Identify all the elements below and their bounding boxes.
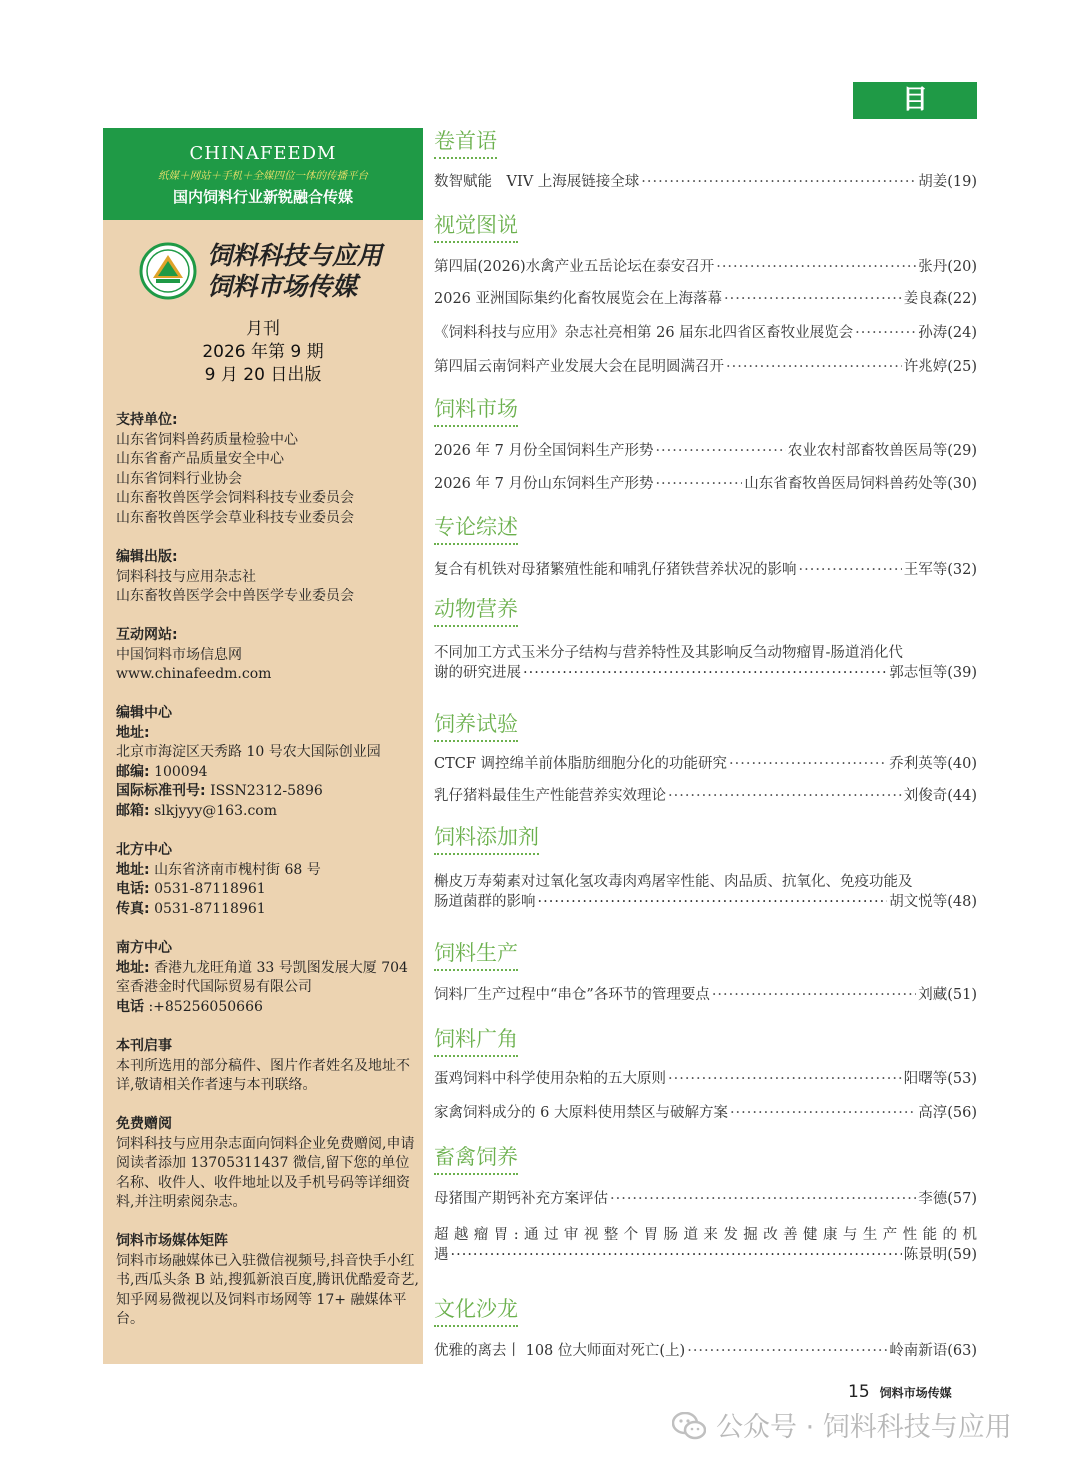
north-fax: 0531-87118961	[154, 900, 266, 917]
publisher	[116, 548, 421, 607]
toc-category: 专论综述	[434, 514, 518, 545]
toc-category: 饲料广角	[434, 1026, 518, 1057]
entry-title: 优雅的离去丨 108 位大师面对死亡(上)	[434, 1343, 686, 1359]
south-address: 香港九龙旺角道 33 号凯图发展大厦 704 室香港金时代国际贸易有限公司	[116, 959, 408, 995]
north-tel: 0531-87118961	[154, 881, 266, 897]
watermark-text: 公众号 · 饲料科技与应用	[716, 1412, 1012, 1443]
leader-dots	[655, 474, 742, 494]
south-addr-label: 地址:	[116, 959, 150, 976]
edit-email-label: 邮箱:	[116, 802, 150, 819]
issue-info	[103, 318, 423, 387]
journal-logo-icon	[139, 242, 197, 300]
toc-entry[interactable]	[434, 1069, 977, 1089]
support-unit: 山东畜牧兽医学会草业科技专业委员会	[116, 509, 354, 526]
toc-entry[interactable]	[434, 985, 977, 1005]
entry-author: 孙涛(24)	[918, 325, 977, 341]
publish-title: 编辑出版:	[116, 549, 178, 565]
page-footer	[848, 1382, 952, 1402]
south-tel: :+85256050666	[148, 998, 263, 1015]
entry-title: 2026 亚洲国际集约化畜牧展览会在上海落幕	[434, 291, 723, 307]
entry-author: 李德(57)	[918, 1191, 977, 1207]
support-unit: 山东省饲料行业协会	[116, 470, 242, 487]
toc-category: 卷首语	[434, 128, 497, 159]
free-title: 免费赠阅	[116, 1116, 172, 1132]
edit-center	[116, 704, 421, 821]
edit-title: 编辑中心	[116, 705, 172, 721]
masthead-title	[207, 240, 382, 302]
leader-dots	[799, 560, 902, 580]
support-unit: 山东省畜产品质量安全中心	[116, 451, 284, 467]
matrix-title: 饲料市场媒体矩阵	[116, 1233, 228, 1249]
north-title: 北方中心	[116, 842, 172, 858]
entry-title: 2026 年 7 月份山东饲料生产形势	[434, 476, 654, 492]
leader-dots	[610, 1189, 916, 1209]
leader-dots	[668, 1069, 902, 1089]
entry-author: 乔利英等(40)	[889, 756, 977, 772]
entry-title: 母猪围产期钙补充方案评估	[434, 1191, 608, 1207]
wechat-watermark	[672, 1405, 1012, 1444]
toc-category: 饲料添加剂	[434, 824, 539, 855]
support-title: 支持单位:	[116, 412, 178, 428]
toc-entry[interactable]	[434, 289, 977, 309]
sidebar-header	[103, 128, 423, 220]
entry-author: 张丹(20)	[918, 259, 977, 275]
tagline: 国内饲料行业新锐融合传媒	[172, 188, 353, 206]
entry-author: 陈景明(59)	[903, 1247, 977, 1263]
entry-title: 2026 年 7 月份全国饲料生产形势	[434, 443, 654, 459]
entry-author: 高淳(56)	[918, 1105, 977, 1121]
issue-date: 9 月 20 日出版	[204, 365, 322, 385]
entry-title: 乳仔猪料最佳生产性能营养实效理论	[434, 788, 666, 804]
entry-title: 《饲料科技与应用》杂志社亮相第 26 届东北四省区畜牧业展览会	[434, 325, 854, 341]
issue-frequency: 月刊	[246, 319, 280, 339]
entry-title-line1: 不同加工方式玉米分子结构与营养特性及其影响反刍动物瘤胃-肠道消化代	[434, 645, 903, 661]
edit-zip-label: 邮编:	[116, 763, 150, 780]
toc-entry[interactable]	[434, 1189, 977, 1209]
toc-entry[interactable]	[434, 643, 977, 683]
toc-category: 饲养试验	[434, 711, 518, 742]
entry-title: 第四届(2026)水禽产业五岳论坛在泰安召开	[434, 259, 715, 275]
notice	[116, 1037, 421, 1096]
footer-publication: 饲料市场传媒	[879, 1386, 952, 1400]
edit-issn-label: 国际标准刊号:	[116, 783, 206, 799]
leader-dots	[712, 985, 916, 1005]
page-number: 15	[848, 1382, 870, 1402]
toc-entry[interactable]	[434, 172, 977, 192]
north-tel-label: 电话:	[116, 881, 150, 897]
entry-title-line1: 槲皮万寿菊素对过氧化氢攻毒肉鸡屠宰性能、肉品质、抗氧化、免疫功能及	[434, 874, 913, 890]
masthead-title-2: 饲料市场传媒	[207, 272, 358, 301]
masthead	[139, 240, 399, 304]
toc-entry[interactable]	[434, 1341, 977, 1361]
entry-author: 刘俊奇(44)	[903, 788, 977, 804]
toc-category: 动物营养	[434, 596, 518, 627]
media-matrix	[116, 1232, 421, 1330]
entry-author: 许兆婷(25)	[903, 359, 977, 375]
edit-address: 北京市海淀区天秀路 10 号农大国际创业园	[116, 744, 381, 760]
leader-dots	[655, 441, 785, 461]
entry-title-line1: 超越瘤胃:通过审视整个胃肠道来发掘改善健康与生产性能的机	[434, 1227, 977, 1243]
leader-dots	[729, 754, 887, 774]
toc-entry[interactable]	[434, 754, 977, 774]
notice-text: 本刊所选用的部分稿件、图片作者姓名及地址不详,敬请相关作者速与本刊联络。	[116, 1057, 410, 1093]
toc-category: 饲料市场	[434, 396, 518, 427]
info-sidebar	[103, 128, 423, 1364]
leader-dots	[716, 257, 916, 277]
leader-dots	[538, 892, 888, 912]
entry-author: 胡姜(19)	[918, 174, 977, 190]
notice-title: 本刊启事	[116, 1038, 172, 1054]
toc-entry[interactable]	[434, 560, 977, 580]
edit-zip: 100094	[154, 763, 208, 780]
leader-dots	[687, 1341, 887, 1361]
leader-dots	[724, 289, 902, 309]
leader-dots	[451, 1245, 902, 1265]
free-text: 饲料科技与应用杂志面向饲料企业免费赠阅,申请阅读者添加 13705311437 微信,留下您的单位名称、收件人、收件地址以及手机号码等详细资料,并注明索阅杂志。	[116, 1135, 415, 1210]
leader-dots	[855, 323, 916, 343]
website	[116, 626, 421, 685]
entry-title: 数智赋能 VIV 上海展链接全球	[434, 174, 640, 190]
toc-entry[interactable]	[434, 323, 977, 343]
entry-title: CTCF 调控绵羊前体脂肪细胞分化的功能研究	[434, 756, 728, 772]
toc-entry[interactable]	[434, 1103, 977, 1123]
support-units	[116, 411, 421, 528]
issue-number: 2026 年第 9 期	[202, 342, 324, 362]
south-center	[116, 939, 421, 1017]
north-addr-label: 地址:	[116, 861, 150, 878]
entry-author: 刘藏(51)	[918, 987, 977, 1003]
entry-title-line2: 肠道菌群的影响	[434, 894, 536, 910]
toc-category: 文化沙龙	[434, 1296, 518, 1327]
web-name: 中国饲料市场信息网	[116, 646, 242, 663]
publisher-name: 饲料科技与应用杂志社	[116, 568, 256, 585]
free-subscription	[116, 1115, 421, 1213]
toc-entry[interactable]	[434, 1225, 977, 1265]
brand-name: CHINAFEEDM	[189, 143, 337, 164]
publisher-name: 山东畜牧兽医学会中兽医学专业委员会	[116, 588, 354, 604]
entry-title: 蛋鸡饲料中科学使用杂粕的五大原则	[434, 1071, 666, 1087]
entry-title-line2: 谢的研究进展	[434, 665, 521, 681]
matrix-text: 饲料市场融媒体已入驻微信视频号,抖音快手小红书,西瓜头条 B 站,搜狐新浪百度,腾讯优酷爱奇艺,知乎网易微视以及饲料市场网等 17+ 融媒体平台。	[116, 1252, 419, 1327]
leader-dots	[523, 663, 887, 683]
entry-title: 第四届云南饲料产业发展大会在昆明圆满召开	[434, 359, 724, 375]
toc-category: 饲料生产	[434, 940, 518, 971]
entry-title-line2: 遇	[434, 1247, 449, 1263]
south-tel-label: 电话	[116, 998, 144, 1015]
leader-dots	[726, 357, 902, 377]
entry-author: 农业农村部畜牧兽医局等(29)	[787, 443, 977, 459]
edit-issn: ISSN2312-5896	[210, 783, 323, 799]
masthead-title-1: 饲料科技与应用	[207, 241, 383, 270]
toc-entry[interactable]	[434, 786, 977, 806]
north-fax-label: 传真:	[116, 900, 150, 917]
toc-entry[interactable]	[434, 257, 977, 277]
leader-dots	[730, 1103, 916, 1123]
slogan: 纸媒＋网站＋手机＋全媒四位一体的传播平台	[158, 170, 368, 182]
web-title: 互动网站:	[116, 627, 178, 643]
support-unit: 山东畜牧兽医学会饲料科技专业委员会	[116, 490, 354, 506]
leader-dots	[668, 786, 902, 806]
edit-email[interactable]: slkjyyy@163.com	[154, 802, 277, 819]
entry-author: 王军等(32)	[903, 562, 977, 578]
entry-author: 阳曙等(53)	[903, 1071, 977, 1087]
toc-badge: 目 录	[853, 82, 977, 119]
support-unit: 山东省饲料兽药质量检验中心	[116, 431, 298, 448]
south-title: 南方中心	[116, 940, 172, 956]
entry-author: 郭志恒等(39)	[889, 665, 977, 681]
toc-entry[interactable]	[434, 441, 977, 461]
wechat-icon	[672, 1412, 706, 1440]
entry-title: 复合有机铁对母猪繁殖性能和哺乳仔猪铁营养状况的影响	[434, 562, 797, 578]
toc-category: 视觉图说	[434, 212, 518, 243]
north-center	[116, 841, 421, 919]
toc-category: 畜禽饲养	[434, 1144, 518, 1175]
web-url[interactable]: www.chinafeedm.com	[116, 666, 272, 682]
entry-author: 胡文悦等(48)	[889, 894, 977, 910]
entry-author: 岭南新语(63)	[889, 1343, 977, 1359]
toc-entry[interactable]	[434, 357, 977, 377]
toc-entry[interactable]	[434, 474, 977, 494]
edit-addr-label: 地址:	[116, 724, 150, 741]
toc-entry[interactable]	[434, 872, 977, 912]
north-address: 山东省济南市槐村街 68 号	[154, 861, 321, 878]
leader-dots	[641, 172, 916, 192]
entry-author: 姜良森(22)	[903, 291, 977, 307]
entry-title: 家禽饲料成分的 6 大原料使用禁区与破解方案	[434, 1105, 728, 1121]
entry-author: 山东省畜牧兽医局饲料兽药处等(30)	[744, 476, 977, 492]
entry-title: 饲料厂生产过程中“串仓”各环节的管理要点	[434, 987, 710, 1003]
